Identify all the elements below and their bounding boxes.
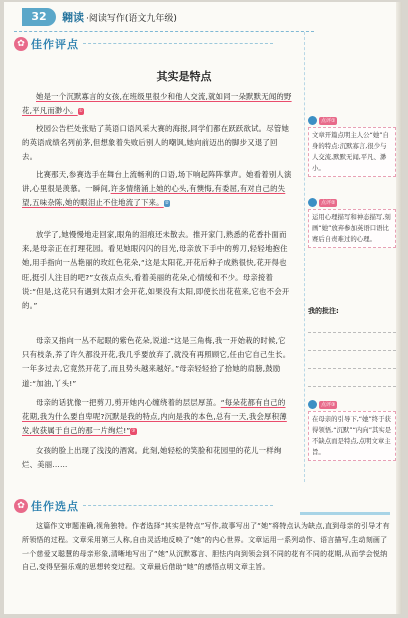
underlined-text: “每朵花都有自己的花期,我为什么要自卑呢?沉默是我的特点,内向是我的本色,总有一天,我会厚积薄发,收获属于自己的那一片绚烂!” [22, 398, 287, 436]
essay-paragraph-5: 母亲又指向一丛不起眼的紫色花朵,说道:“这是三角梅,我一开始栽的时候,它只有枝条,养了许久都没开花,我几乎要放弃了,就没有再照顾它,任由它自己生长。一年多过去,它竟然开花了,而且势头越来越好。”母亲轻轻拾了拾她的肩膀,鼓励道:“加油,丫头!” [22, 336, 291, 388]
section-heading-appreciation [14, 36, 273, 52]
comment-line[interactable] [308, 368, 396, 370]
comment-line[interactable] [308, 386, 396, 388]
comment-line[interactable] [308, 350, 396, 352]
section-heading-guide [14, 498, 273, 514]
book-subtitle: ·阅读写作(语文九年级) [86, 14, 177, 24]
annotation-tag: 点评② [321, 199, 336, 206]
pin-icon [308, 198, 317, 207]
page-number: 32 [22, 8, 56, 26]
annotation-tag: 点评① [321, 117, 336, 124]
guide-paragraph: 这篇作文审题准确,视角独特。作者选择“其实是特点”写作,故事写出了“她”将特点认为缺点,直到母亲的引导才有所领悟的过程。文章采用第三人称,自由灵活地反映了“她”的内心世界。文章运用一系列动作、语言描写,生动刻画了一个慈爱又聪慧的母亲形象,清晰地写出了“她”从沉默寡言、胆怯内向到领会到不同的花有不同的花期,从而学会悦纳自己,变得坚强乐观的思想转变过程。文章最后借助“她”的感悟点明文章主旨。 [22, 522, 390, 572]
note-marker: ① [78, 108, 83, 114]
essay-title: 其实是特点 [156, 70, 212, 83]
essay-paragraph-7: 女孩的脸上出现了浅浅的酒窝。此刻,她轻松的笑脸和花园里的花儿一样绚烂、美丽…… [22, 446, 282, 470]
series-name: 翱读 [62, 11, 84, 24]
note-marker: ② [164, 200, 169, 206]
underlined-text: 许多情绪涌上她的心头,有懊悔,有委屈,有对自己的失望,五味杂陈,她的眼泪止不住地流了下来。 [22, 184, 286, 208]
annotation-text: 在母亲的引导下,“她”终于获得领悟,“沉默”“内向”其实是不缺点而是特点,点明文章主旨。 [308, 411, 396, 461]
annotation-2 [308, 198, 396, 248]
underlined-text: 她是一个沉默寡言的女孩,在班级里很少和他人交流,就如同一朵默默无闻的野花,平凡而渺小。 [22, 92, 292, 116]
section-label: 佳作选点 [31, 500, 79, 513]
page [4, 2, 402, 614]
section-label: 佳作评点 [31, 38, 79, 51]
annotation-tag: 点评③ [321, 401, 336, 408]
essay-paragraph-6: 母亲的话犹像一把剪刀,剪开她内心缠绕着的层层厚茧。“每朵花都有自己的花期,我为什么要自卑呢?沉默是我的特点,内向是我的本色,总有一天,我会厚积薄发,收获属于自己的那一片绚烂!”③ [22, 398, 287, 436]
essay-paragraph-4: 放学了,她慢慢地走回家,眼角的泪痕还未散去。推开家门,熟悉的花香扑面而来,是母亲正在打理花园。看见她眼闪闪的目光,母亲放下手中的剪刀,轻轻地抱住她,用手指向一丛艳丽的玫红色花朵,“这是太阳花,开花后种子成熟很快,花开得也旺,挺引人注目的吧?”女孩点点头,看着美丽的花朵,心情缓和不少。母亲接着说:“但是,这花只有遇到太阳才会开花,如果没有太阳,即使长出花苞来,它也不会开的。” [22, 230, 290, 311]
annotation-3 [308, 400, 396, 461]
annotation-text: 运用心理描写和神态描写,刻画“她”放弃参加英语口语比赛后自责难过的心理。 [308, 209, 396, 248]
annotation-1 [308, 116, 396, 177]
essay-paragraph-3: 比赛那天,参赛选手在舞台上流畅利的口语,场下响起阵阵掌声。她看着别人演讲,心里很是羡慕。一瞬间,许多情绪涌上她的心头,有懊悔,有委屈,有对自己的失望,五味杂陈,她的眼泪止不住地流了下来。② [22, 170, 292, 208]
pin-icon [308, 116, 317, 125]
decorative-bar [300, 512, 390, 515]
essay-paragraph-1 [22, 90, 292, 118]
my-comment-label: 我的批注: [308, 307, 339, 315]
running-header [4, 6, 304, 28]
flower-icon: ✿ [14, 499, 28, 513]
header-divider [14, 31, 314, 33]
section-rule [83, 43, 273, 45]
pin-icon [308, 400, 317, 409]
section-rule [83, 505, 273, 507]
note-marker: ③ [131, 428, 136, 434]
book-title [62, 9, 177, 25]
page-edge [396, 2, 402, 614]
comment-line[interactable] [308, 332, 396, 334]
annotation-text: 文章开篇点明主人公“她”自身的特点:沉默寡言,很少与人交流,默默无闻,平凡、渺小。 [308, 127, 396, 177]
essay-paragraph-2: 校园公告栏处张贴了英语口语风采大赛的海报,同学们都在跃跃欲试。尽管她的英语成绩名列前茅,但想象着失败后别人的嘲讽,她向前迈出的脚步又退了回去。 [22, 124, 290, 162]
margin-divider [304, 32, 306, 482]
flower-icon: ✿ [14, 37, 28, 51]
